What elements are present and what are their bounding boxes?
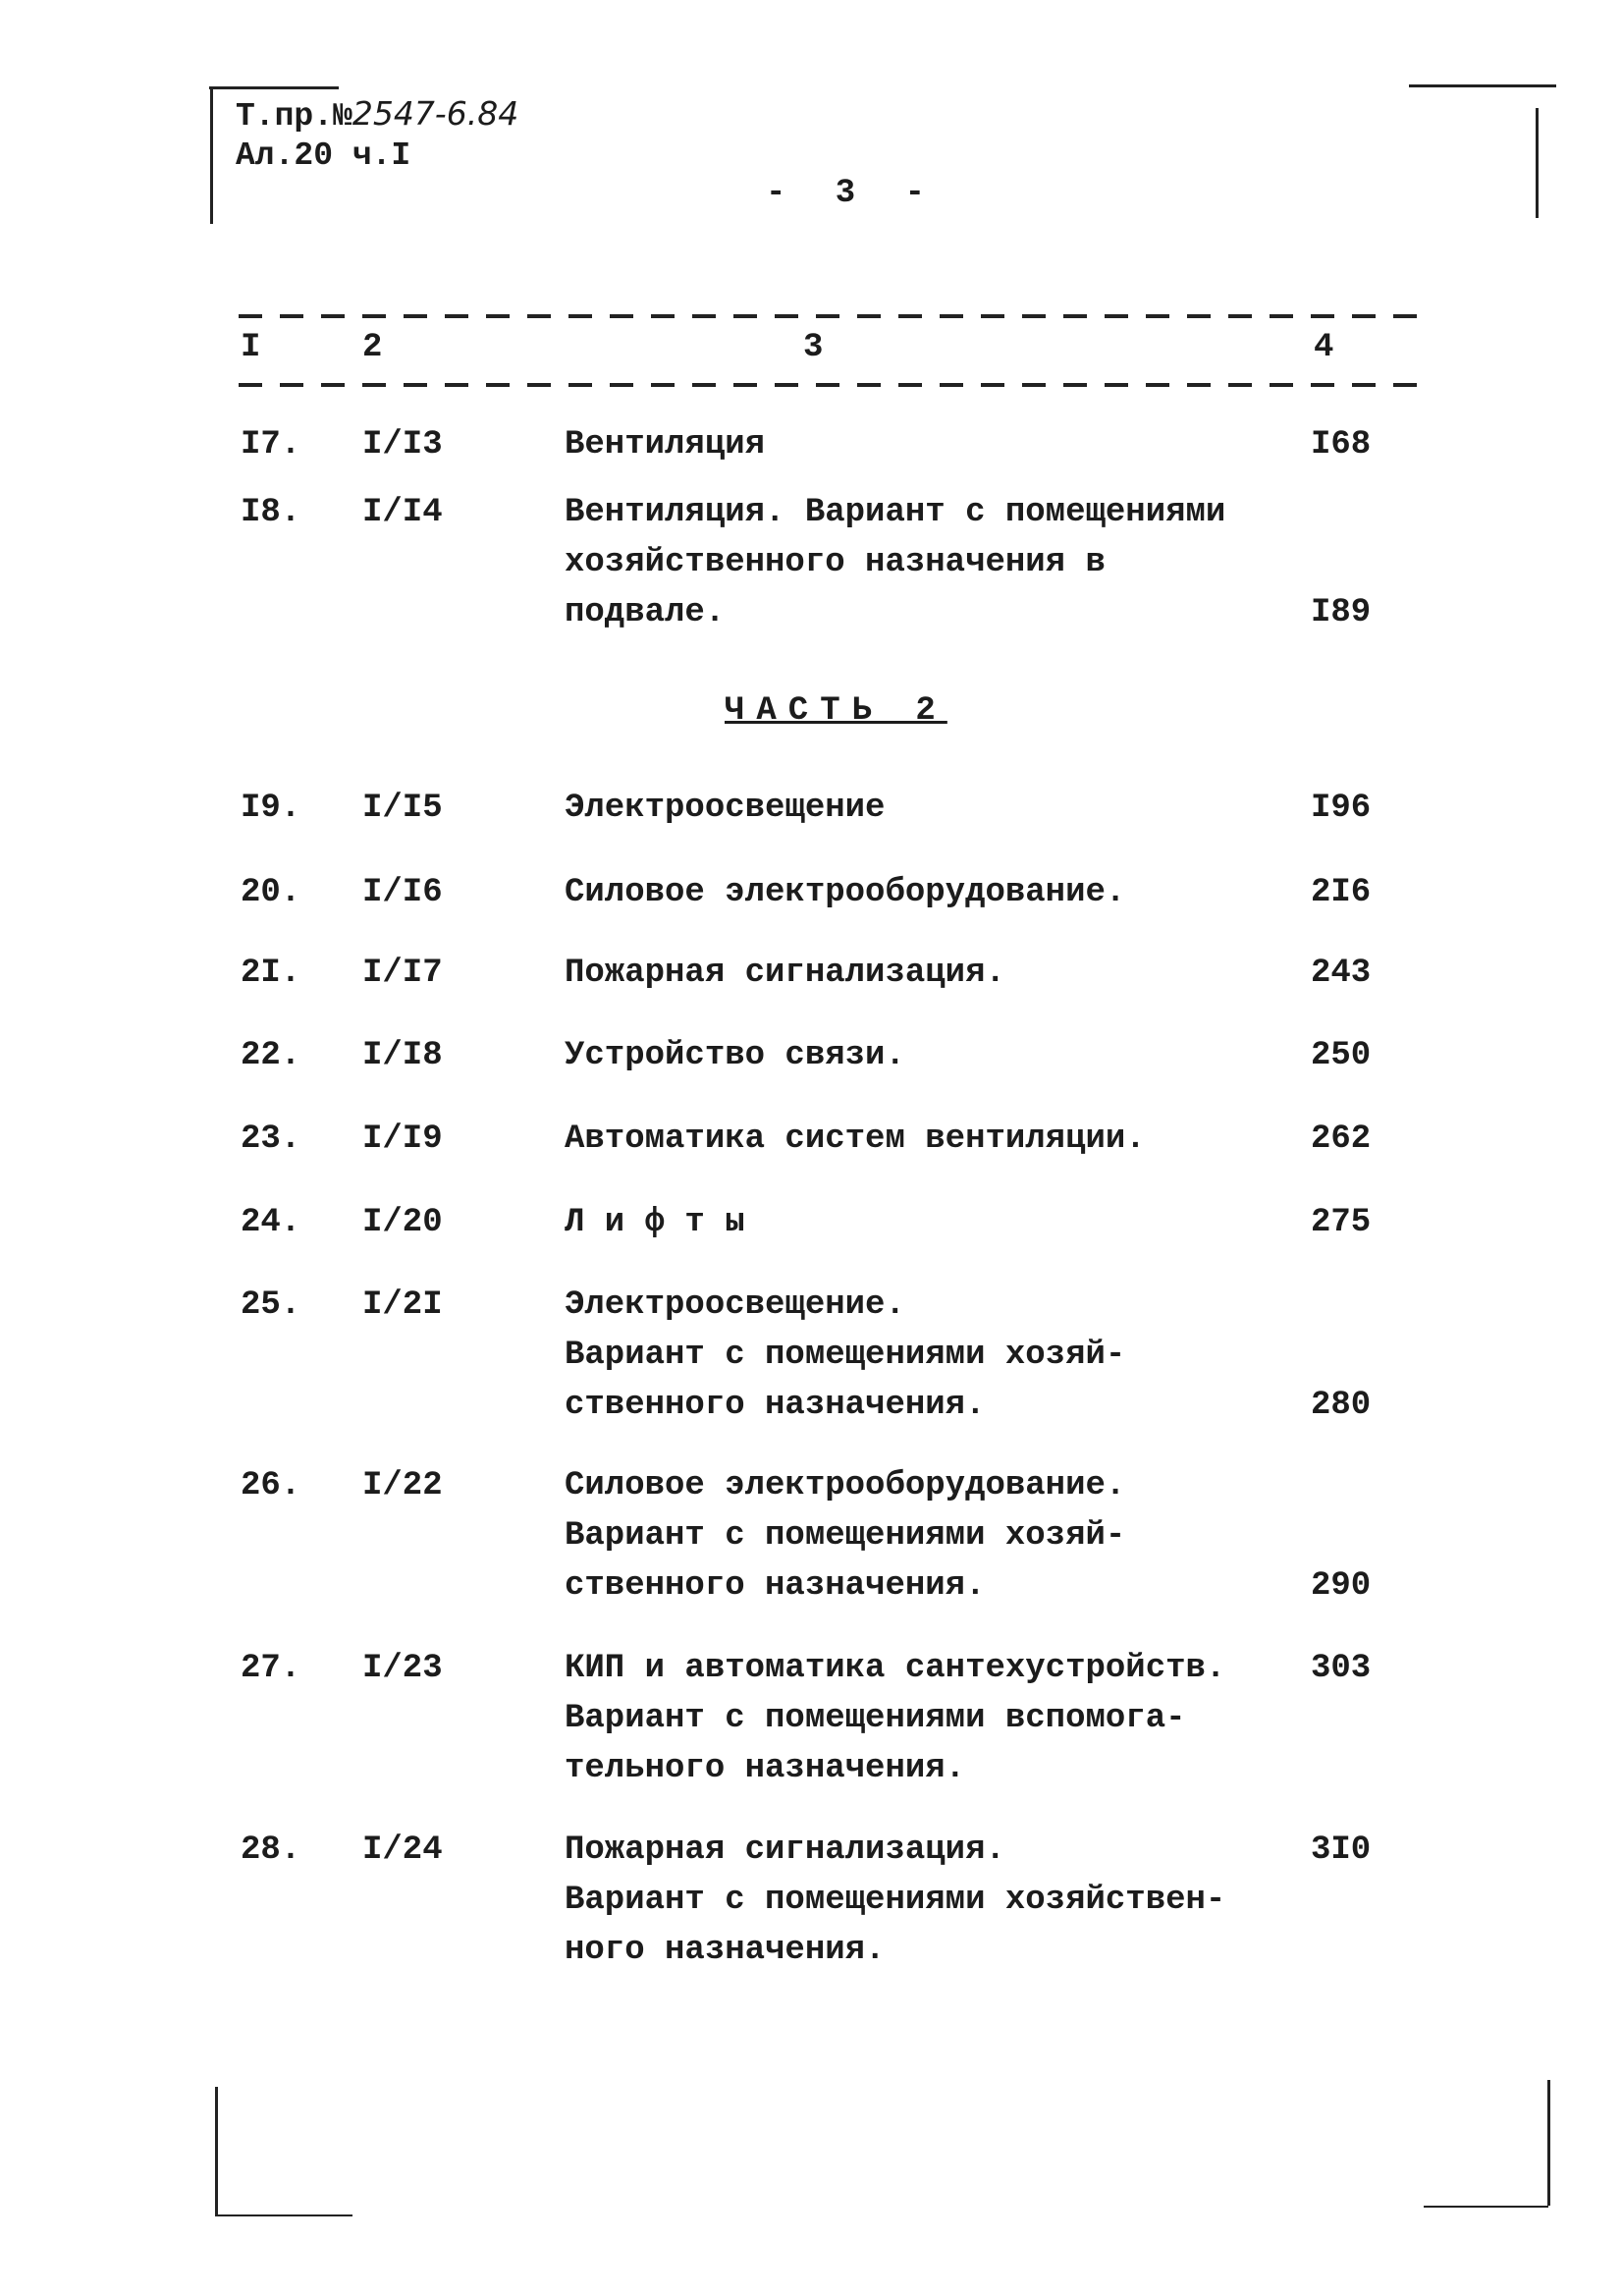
- row-title-line: хозяйственного назначения в: [565, 544, 1106, 581]
- row-number: 2I.: [241, 955, 301, 992]
- page-ref: 280: [1311, 1387, 1372, 1424]
- column-header-2: 2: [362, 329, 383, 366]
- row-title-line: ственного назначения.: [565, 1387, 986, 1424]
- sheet-code: I/I8: [362, 1037, 443, 1074]
- sheet-code: I/I9: [362, 1121, 443, 1158]
- row-title-line: Автоматика систем вентиляции.: [565, 1121, 1146, 1158]
- column-header-4: 4: [1314, 329, 1334, 366]
- sheet-code: I/20: [362, 1204, 443, 1241]
- page-ref: 250: [1311, 1037, 1372, 1074]
- sheet-code: I/24: [362, 1831, 443, 1869]
- row-number: 24.: [241, 1204, 301, 1241]
- page-ref: I68: [1311, 426, 1372, 464]
- row-number: 23.: [241, 1121, 301, 1158]
- row-number: 27.: [241, 1650, 301, 1687]
- row-title-line: Вентиляция: [565, 426, 766, 464]
- page-ref: 262: [1311, 1121, 1372, 1158]
- sheet-code: I/23: [362, 1650, 443, 1687]
- row-title-line: КИП и автоматика сантехустройств.: [565, 1650, 1226, 1687]
- frame-mark-top-left-v: [210, 86, 213, 224]
- row-title-line: Силовое электрооборудование.: [565, 1467, 1126, 1504]
- frame-mark-bottom-right-v: [1547, 2080, 1550, 2206]
- row-title-line: Силовое электрооборудование.: [565, 874, 1126, 911]
- row-title-line: Л и ф т ы: [565, 1204, 745, 1241]
- row-number: I7.: [241, 426, 301, 464]
- page-number: - 3 -: [766, 175, 926, 212]
- page-ref: I96: [1311, 790, 1372, 827]
- row-title-line: Вариант с помещениями хозяйствен-: [565, 1882, 1226, 1919]
- row-title-line: Устройство связи.: [565, 1037, 905, 1074]
- section-title: ЧАСТЬ 2: [725, 692, 947, 730]
- sheet-code: I/I3: [362, 426, 443, 464]
- row-title-line: Электроосвещение.: [565, 1286, 905, 1324]
- sheet-code: I/I7: [362, 955, 443, 992]
- row-title-line: ного назначения.: [565, 1932, 886, 1969]
- page-ref: 303: [1311, 1650, 1372, 1687]
- page-ref: 290: [1311, 1567, 1372, 1605]
- sheet-code: I/22: [362, 1467, 443, 1504]
- row-number: 25.: [241, 1286, 301, 1324]
- row-title-line: ственного назначения.: [565, 1567, 986, 1605]
- row-title-line: Вариант с помещениями хозяй-: [565, 1517, 1126, 1555]
- row-title-line: Вентиляция. Вариант с помещениями: [565, 494, 1226, 531]
- row-title-line: Пожарная сигнализация.: [565, 1831, 1005, 1869]
- frame-mark-bottom-left-h: [215, 2214, 352, 2216]
- sheet-code: I/I4: [362, 494, 443, 531]
- frame-mark-top-right-v: [1536, 108, 1539, 218]
- page-ref: 243: [1311, 955, 1372, 992]
- row-number: I9.: [241, 790, 301, 827]
- table-rule-top: [239, 314, 1433, 318]
- row-title-line: Пожарная сигнализация.: [565, 955, 1005, 992]
- column-header-1: I: [241, 329, 261, 366]
- row-title-line: Вариант с помещениями вспомога-: [565, 1700, 1186, 1737]
- row-title-line: подвале.: [565, 594, 726, 631]
- album-label: Ал.20 ч.I: [236, 137, 411, 174]
- frame-mark-top-right-h: [1409, 84, 1556, 87]
- page-ref: 3I0: [1311, 1831, 1372, 1869]
- sheet-code: I/2I: [362, 1286, 443, 1324]
- frame-mark-bottom-left-v: [215, 2087, 218, 2216]
- doc-number: 2547-6.84: [351, 94, 519, 133]
- page-ref: I89: [1311, 594, 1372, 631]
- row-title-line: тельного назначения.: [565, 1750, 966, 1787]
- column-header-3: 3: [803, 329, 824, 366]
- doc-label: Т.пр.№: [236, 98, 352, 135]
- row-number: 26.: [241, 1467, 301, 1504]
- frame-mark-bottom-right-h: [1424, 2206, 1548, 2208]
- row-number: 22.: [241, 1037, 301, 1074]
- sheet-code: I/I5: [362, 790, 443, 827]
- sheet-code: I/I6: [362, 874, 443, 911]
- document-code: [236, 94, 518, 176]
- frame-mark-top-left-h: [209, 86, 339, 89]
- row-title-line: Вариант с помещениями хозяй-: [565, 1337, 1126, 1374]
- row-number: 28.: [241, 1831, 301, 1869]
- table-rule-bottom: [239, 383, 1417, 387]
- row-number: I8.: [241, 494, 301, 531]
- row-title-line: Электроосвещение: [565, 790, 886, 827]
- page-ref: 275: [1311, 1204, 1372, 1241]
- row-number: 20.: [241, 874, 301, 911]
- page-ref: 2I6: [1311, 874, 1372, 911]
